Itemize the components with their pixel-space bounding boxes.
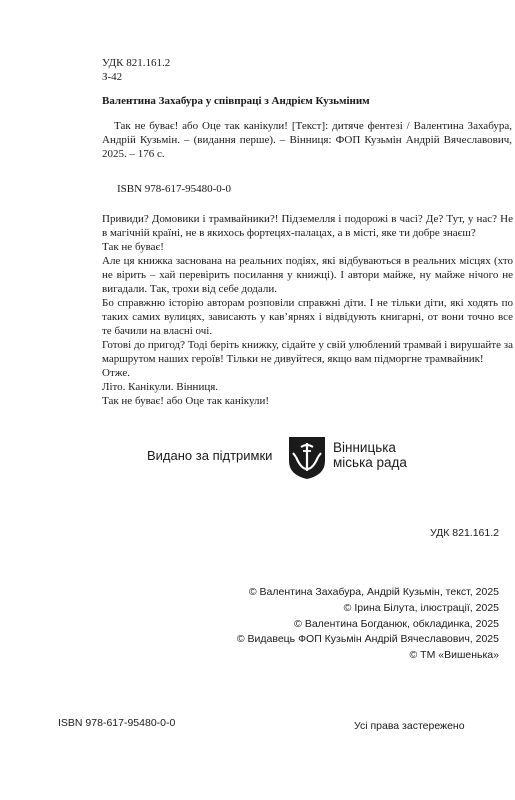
copyright-line: © Ірина Білута, ілюстрації, 2025 xyxy=(343,601,499,614)
rights-reserved: Усі права застережено xyxy=(354,720,465,732)
annotation-paragraph: Бо справжню історію авторам розповіли справжні діти. І не тільки діти, які ходять по таких самих вулицях, зависають у кав’ярнях і відвідують книгарні, от вони точно все те бачили на власні очі. xyxy=(102,297,513,337)
author-mark: З-42 xyxy=(102,71,123,83)
copyright-line: © Валентина Богданюк, обкладинка, 2025 xyxy=(294,617,499,630)
annotation-paragraph: Так не буває! xyxy=(102,241,164,253)
udk-code-bottom: УДК 821.161.2 xyxy=(429,527,499,539)
annotation-paragraph: Привиди? Домовики і трамвайники?! Підземелля і подорожі в часі? Де? Тут, у нас? Не в магічній країні, не в якихось фортецях-палацах, а в місті, яке ти добре знаєш? xyxy=(102,213,513,239)
annotation-paragraph: Літо. Канікули. Вінниця. xyxy=(102,381,219,393)
author-line: Валентина Захабура у співпраці з Андрієм Кузьміним xyxy=(102,95,370,107)
udk-code: УДК 821.161.2 xyxy=(102,57,171,69)
annotation-paragraph: Так не буває! або Оце так канікули! xyxy=(102,395,270,407)
copyright-line: © Видавець ФОП Кузьмін Андрій Вячеславович, 2025 xyxy=(236,633,499,646)
vinnytsia-coat-of-arms-icon xyxy=(287,435,327,486)
annotation-paragraph: Отже. xyxy=(102,367,130,379)
city-council-name xyxy=(333,440,407,470)
city-council-line1: Вінницька xyxy=(333,440,396,455)
city-council-line2: міська рада xyxy=(333,455,407,470)
annotation xyxy=(102,212,513,408)
copyright-block xyxy=(237,585,499,664)
support-label: Видано за підтримки xyxy=(147,448,273,463)
copyright-line: © Валентина Захабура, Андрій Кузьмін, текст, 2025 xyxy=(248,586,499,598)
bibliographic-record xyxy=(102,119,512,161)
copyright-line: © ТМ «Вишенька» xyxy=(409,649,499,662)
isbn-footer: ISBN 978-617-95480-0-0 xyxy=(58,717,176,729)
isbn-catalog: ISBN 978-617-95480-0-0 xyxy=(117,183,231,195)
annotation-paragraph: Готові до пригод? Тоді беріть книжку, сідайте у свій улюблений трамвай і вирушайте за маршрутом наших героїв! Тільки не дивуйтеся, якщо вам підморгне трамвайник! xyxy=(102,339,513,365)
bibliographic-text: Так не буває! або Оце так канікули! [Текст]: дитяче фентезі / Валентина Захабура, Андрій Кузьмін. – (видання перше). – Вінниця: ФОП Кузьмін Андрій Вячеславович, 2025. – 176 с. xyxy=(102,120,512,160)
annotation-paragraph: Але ця книжка заснована на реальних подіях, які відбуваються в реальних місцях (хто не вірить – хай перевірить посилання у книжці). І автори майже, ну майже нічого не вигадали. Так, трохи від себе додали. xyxy=(102,255,513,295)
